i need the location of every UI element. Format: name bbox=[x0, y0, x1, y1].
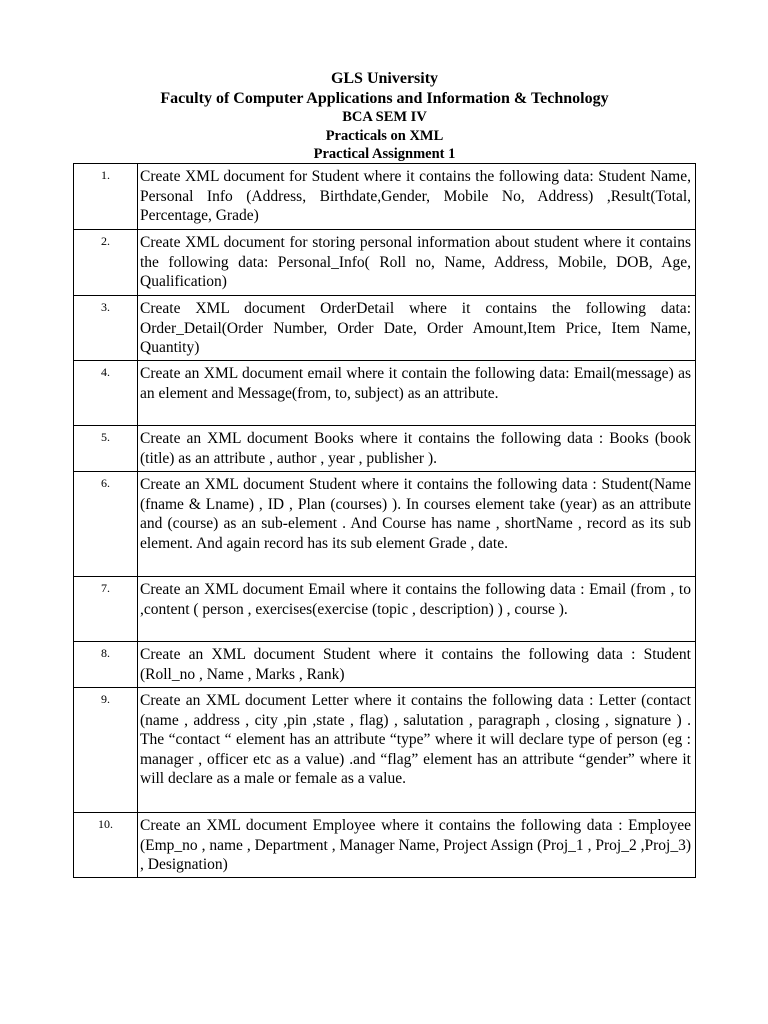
university-name: GLS University bbox=[330, 70, 439, 87]
question-number: 10. bbox=[74, 813, 138, 878]
question-text: Create XML document OrderDetail where it contains the following data: Order_Detail(Order Number, Order Date, Order Amount,Item Price, Item Name, Quantity) bbox=[138, 296, 696, 361]
question-number: 5. bbox=[74, 426, 138, 472]
question-text: Create an XML document Student where it contains the following data : Student(Name (fname & Lname) , ID , Plan (courses) ). In courses element take (year) as an attribute and (course) as an sub-element . And Course has name , shortName , record as its sub element. And again record has its sub element Grade , date. bbox=[138, 472, 696, 577]
table-row bbox=[74, 230, 696, 296]
question-text: Create an XML document Student where it contains the following data : Student (Roll_no , Name , Marks , Rank) bbox=[138, 642, 696, 688]
question-number: 7. bbox=[74, 577, 138, 642]
table-row bbox=[74, 426, 696, 472]
question-number: 2. bbox=[74, 230, 138, 296]
question-text: Create an XML document Books where it contains the following data : Books (book (title) as an attribute , author , year , publisher ). bbox=[138, 426, 696, 472]
assignment-table bbox=[73, 163, 696, 878]
question-text: Create an XML document Letter where it contains the following data : Letter (contact (name , address , city ,pin ,state , flag) , salutation , paragraph , closing , signature ) . The “contact “ element has an attribute “type” where it will declare type of person (eg : manager , officer etc as a value) .and “flag” element has an attribute “gender” where it will declare as a male or female as a value. bbox=[138, 688, 696, 813]
question-text: Create XML document for storing personal information about student where it contains the following data: Personal_Info( Roll no, Name, Address, Mobile, DOB, Age, Qualification) bbox=[138, 230, 696, 296]
table-row bbox=[74, 577, 696, 642]
faculty-name: Faculty of Computer Applications and Information & Technology bbox=[160, 90, 609, 107]
question-number: 8. bbox=[74, 642, 138, 688]
table-row bbox=[74, 813, 696, 878]
question-text: Create an XML document Employee where it contains the following data : Employee (Emp_no , name , Department , Manager Name, Project Assign (Proj_1 , Proj_2 ,Proj_3) , Designation) bbox=[138, 813, 696, 878]
document-header bbox=[73, 69, 696, 164]
table-row bbox=[74, 642, 696, 688]
table-row bbox=[74, 164, 696, 230]
question-number: 6. bbox=[74, 472, 138, 577]
assignment-title: Practical Assignment 1 bbox=[313, 146, 456, 162]
table-row bbox=[74, 688, 696, 813]
question-number: 4. bbox=[74, 361, 138, 426]
question-text: Create an XML document email where it contain the following data: Email(message) as an element and Message(from, to, subject) as an attribute. bbox=[138, 361, 696, 426]
question-number: 9. bbox=[74, 688, 138, 813]
question-number: 3. bbox=[74, 296, 138, 361]
question-number: 1. bbox=[74, 164, 138, 230]
table-row bbox=[74, 361, 696, 426]
course-title: Practicals on XML bbox=[325, 127, 444, 144]
question-text: Create XML document for Student where it contains the following data: Student Name, Personal Info (Address, Birthdate,Gender, Mobile No, Address) ,Result(Total, Percentage, Grade) bbox=[138, 164, 696, 230]
table-row bbox=[74, 472, 696, 577]
semester-label: BCA SEM IV bbox=[342, 109, 427, 125]
table-row bbox=[74, 296, 696, 361]
question-text: Create an XML document Email where it contains the following data : Email (from , to ,content ( person , exercises(exercise (topic , description) ) , course ). bbox=[138, 577, 696, 642]
